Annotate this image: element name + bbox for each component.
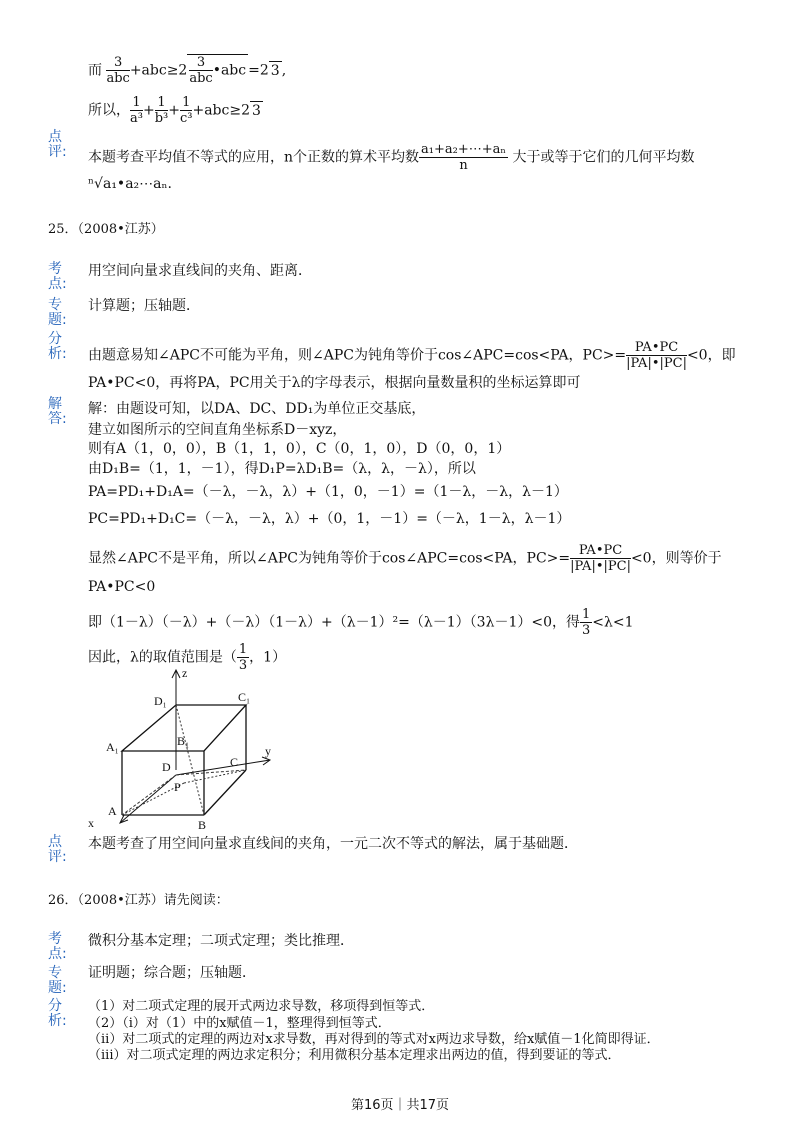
top-line2: 所以， $\frac{1}{\text{a³}}$ + $\frac{1}{\text{b³}}$ + $\frac{1}{\text{c³}}$ +abc≥2 3 — [88, 95, 261, 126]
q25-jieda-l10-num: 1 — [238, 642, 248, 657]
q25-jieda-l3: 则有A（1，0，0），B（1，1，0），C（0，1，0），D（0，0，1） — [88, 441, 511, 457]
label-x: x — [88, 816, 94, 830]
q25-jieda-l10-end: ，1） — [249, 649, 287, 666]
q25-jieda-l9-num: 1 — [582, 607, 591, 622]
q25-dianping-label: 点评: — [48, 834, 67, 865]
q25-jieda-l9 — [88, 607, 634, 638]
q25-jieda-l8: PA•PC<0 — [88, 579, 156, 595]
label-d: D — [162, 760, 171, 774]
q25-jieda-frac-den: |PA|•|PC| — [570, 559, 631, 574]
sec24-dianping-part2: 大于或等于它们的几何平均数 — [512, 149, 695, 166]
q26-fenxi-l2: （2）（i）对（1）中的x赋值－1，整理得到恒等式． — [88, 1016, 391, 1031]
q25-kaodian-label: 考点: — [48, 261, 67, 292]
top-line1: 而 $\frac{3}{\text{abc}}$ +abc≥2 $\frac{3}{\text{abc}}$ •abc =2 3 , — [88, 55, 287, 86]
q25-jieda-l5: PA=PD₁+D₁A=（－λ，－λ，λ）+（1，0，－1）=（1－λ，－λ，λ－1） — [88, 484, 568, 500]
q25-jieda-l7-text: 显然∠APC不是平角，所以∠APC为钝角等价于cos∠APC=cos<PA，PC>= — [88, 550, 571, 567]
cube-edge-bc — [204, 770, 246, 815]
label-z: z — [182, 666, 188, 680]
label-c1: C₁ — [238, 690, 251, 704]
cube-figure — [80, 665, 280, 835]
cube-hidden-da — [122, 775, 176, 815]
q25-jieda-l9-end: <λ<1 — [592, 614, 634, 631]
q26-kaodian-text: 微积分基本定理；二项式定理；类比推理． — [88, 933, 354, 949]
label-a: A — [108, 804, 117, 818]
q25-fenxi-line1-text: 由题意易知∠APC不可能为平角，则∠APC为钝角等价于cos∠APC=cos<PA，PC>= — [88, 347, 627, 364]
q25-fenxi-frac-den: |PA|•|PC| — [626, 356, 687, 371]
q25-fenxi-frac-num: PA•PC — [626, 340, 687, 356]
sec24-frac-den: n — [459, 158, 468, 173]
label-b: B — [198, 818, 207, 832]
q25-zhuanti-text: 计算题；压轴题． — [88, 298, 200, 314]
q25-zhuanti-label: 专题: — [48, 297, 67, 328]
q25-jieda-l10-text: 因此，λ的取值范围是（ — [88, 649, 237, 666]
q25-jieda-frac-num: PA•PC — [570, 543, 631, 559]
label-d1: D₁ — [154, 694, 167, 708]
q25-jieda-l7-end: <0，则等价于 — [630, 550, 722, 567]
sec24-dianping-root: ⁿ√a₁•a₂⋯aₙ. — [88, 176, 173, 192]
y-axis — [176, 760, 270, 775]
q25-jieda-label: 解答: — [48, 396, 67, 427]
q25-jieda-l9-text: 即（1－λ）（－λ）+（－λ）（1－λ）+（λ－1）²=（λ－1）（3λ－1）<0，得 — [88, 614, 580, 631]
x-axis — [120, 775, 176, 823]
q25-jieda-l6: PC=PD₁+D₁C=（－λ，－λ，λ）+（0，1，－1）=（－λ，1－λ，λ－1） — [88, 511, 571, 527]
sec24-frac-num: a₁+a₂+⋯+aₙ — [421, 142, 506, 157]
q26-zhuanti-text: 证明题；综合题；压轴题． — [88, 965, 256, 981]
label-c: C — [230, 755, 239, 769]
sec24-dianping-text — [88, 142, 694, 173]
q26-fenxi-label: 分析: — [48, 998, 67, 1029]
sec24-dianping-part1: 本题考查平均值不等式的应用，n个正数的算术平均数 — [88, 149, 420, 166]
label-y: y — [265, 744, 271, 758]
page-footer: 第16页｜共17页 — [350, 1098, 450, 1113]
q25-jieda-l1: 解：由题设可知，以DA、DC、DD₁为单位正交基底， — [88, 401, 426, 417]
diag-d1b — [176, 705, 204, 815]
q25-dianping-text: 本题考查了用空间向量求直线间的夹角，一元二次不等式的解法，属于基础题． — [88, 836, 578, 852]
q26-kaodian-label: 考点: — [48, 931, 67, 962]
q26-fenxi-l4: （iii）对二项式定理的两边求定积分；利用微积分基本定理求出两边的值，得到要证的等式． — [88, 1048, 621, 1063]
sec24-dianping-label: 点评: — [48, 129, 67, 160]
q26-fenxi-l3: （ii）对二项式的定理的两边对x求导数，再对得到的等式对x两边求导数，给x赋值－1化简即得证． — [88, 1032, 660, 1047]
q26-heading: 26．（2008•江苏）请先阅读： — [48, 893, 229, 908]
q26-fenxi-l1: （1）对二项式定理的展开式两边求导数，移项得到恒等式． — [88, 999, 435, 1014]
q25-fenxi-line1-end: <0，即 — [686, 347, 736, 364]
q25-jieda-l2: 建立如图所示的空间直角坐标系D－xyz， — [88, 422, 347, 438]
q25-heading: 25．（2008•江苏） — [48, 222, 164, 237]
q26-zhuanti-label: 专题: — [48, 965, 67, 996]
q25-kaodian-text: 用空间向量求直线间的夹角、距离． — [88, 263, 312, 279]
label-a1: A₁ — [106, 740, 119, 754]
q25-fenxi-line1 — [88, 340, 736, 371]
label-b1: B₁ — [177, 734, 190, 748]
label-p: P — [174, 780, 181, 794]
q25-fenxi-line2: PA•PC<0，再将PA，PC用关于λ的字母表示，根据向量数量积的坐标运算即可 — [88, 375, 581, 391]
q25-jieda-l9-den: 3 — [582, 623, 591, 638]
q25-jieda-l10-den: 3 — [238, 658, 248, 673]
q25-fenxi-label: 分析: — [48, 331, 67, 362]
q25-jieda-l4: 由D₁B=（1，1，－1），得D₁P=λD₁B=（λ，λ，－λ），所以 — [88, 461, 476, 477]
q25-jieda-l7 — [88, 543, 722, 574]
